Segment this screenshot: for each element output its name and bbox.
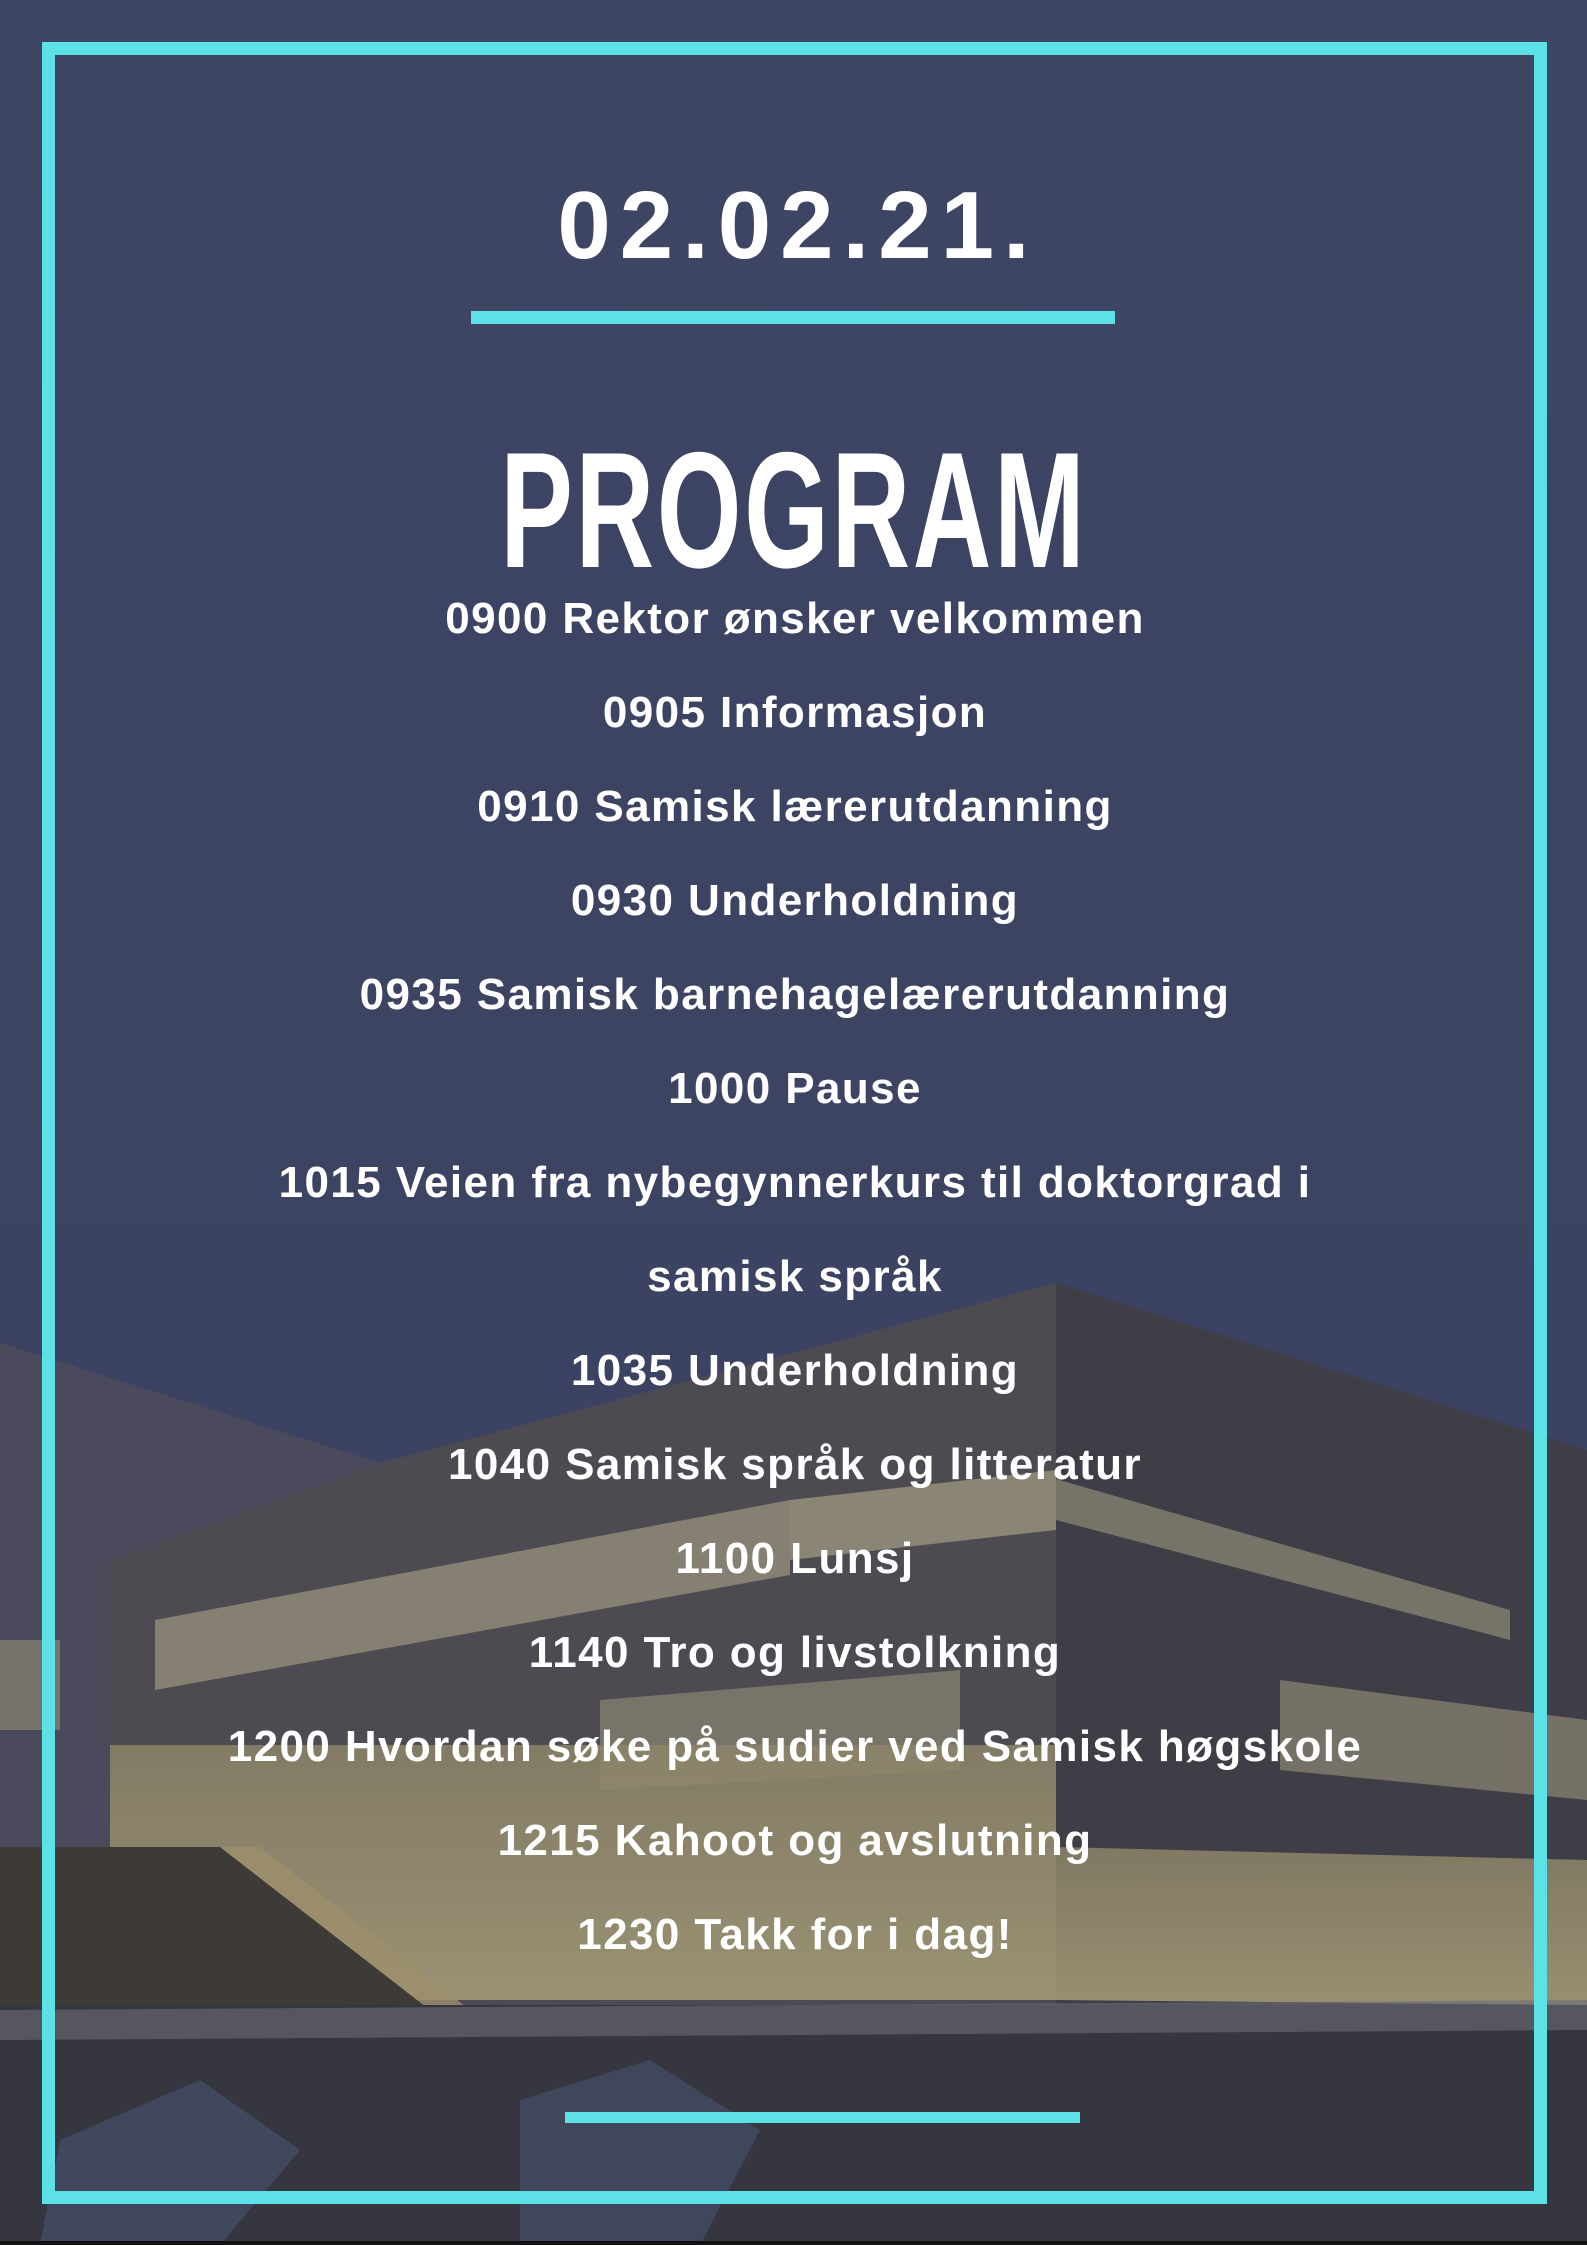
date-underline-divider — [471, 311, 1115, 324]
schedule-item: 1035 Underholdning — [570, 1346, 1020, 1395]
schedule-item: 1040 Samisk språk og litteratur — [448, 1440, 1142, 1489]
bottom-divider — [565, 2112, 1080, 2123]
schedule-item: 1000 Pause — [668, 1064, 922, 1113]
schedule-item: 1015 Veien fra nybegynnerkurs til doktorgrad i samisk språk — [278, 1158, 1312, 1301]
schedule-item: 1140 Tro og livstolkning — [528, 1628, 1062, 1677]
schedule-item: 1100 Lunsj — [675, 1534, 915, 1583]
schedule-item: 1230 Takk for i dag! — [577, 1910, 1013, 1959]
schedule-item: 0930 Underholdning — [570, 876, 1020, 925]
page-title — [0, 418, 1587, 602]
event-date: 02.02.21. — [557, 172, 1039, 279]
schedule-item: 0905 Informasjon — [602, 688, 988, 737]
schedule-item: 1215 Kahoot og avslutning — [497, 1816, 1093, 1865]
program-schedule-list — [150, 572, 1440, 1982]
schedule-item: 0935 Samisk barnehagelærerutdanning — [359, 970, 1231, 1019]
schedule-item: 0910 Samisk lærerutdanning — [477, 782, 1113, 831]
page-edge — [0, 2241, 1587, 2245]
title-text: PROGRAM — [499, 418, 1088, 602]
schedule-item: 0900 Rektor ønsker velkommen — [445, 594, 1145, 643]
schedule-item: 1200 Hvordan søke på sudier ved Samisk høgskole — [227, 1722, 1363, 1771]
